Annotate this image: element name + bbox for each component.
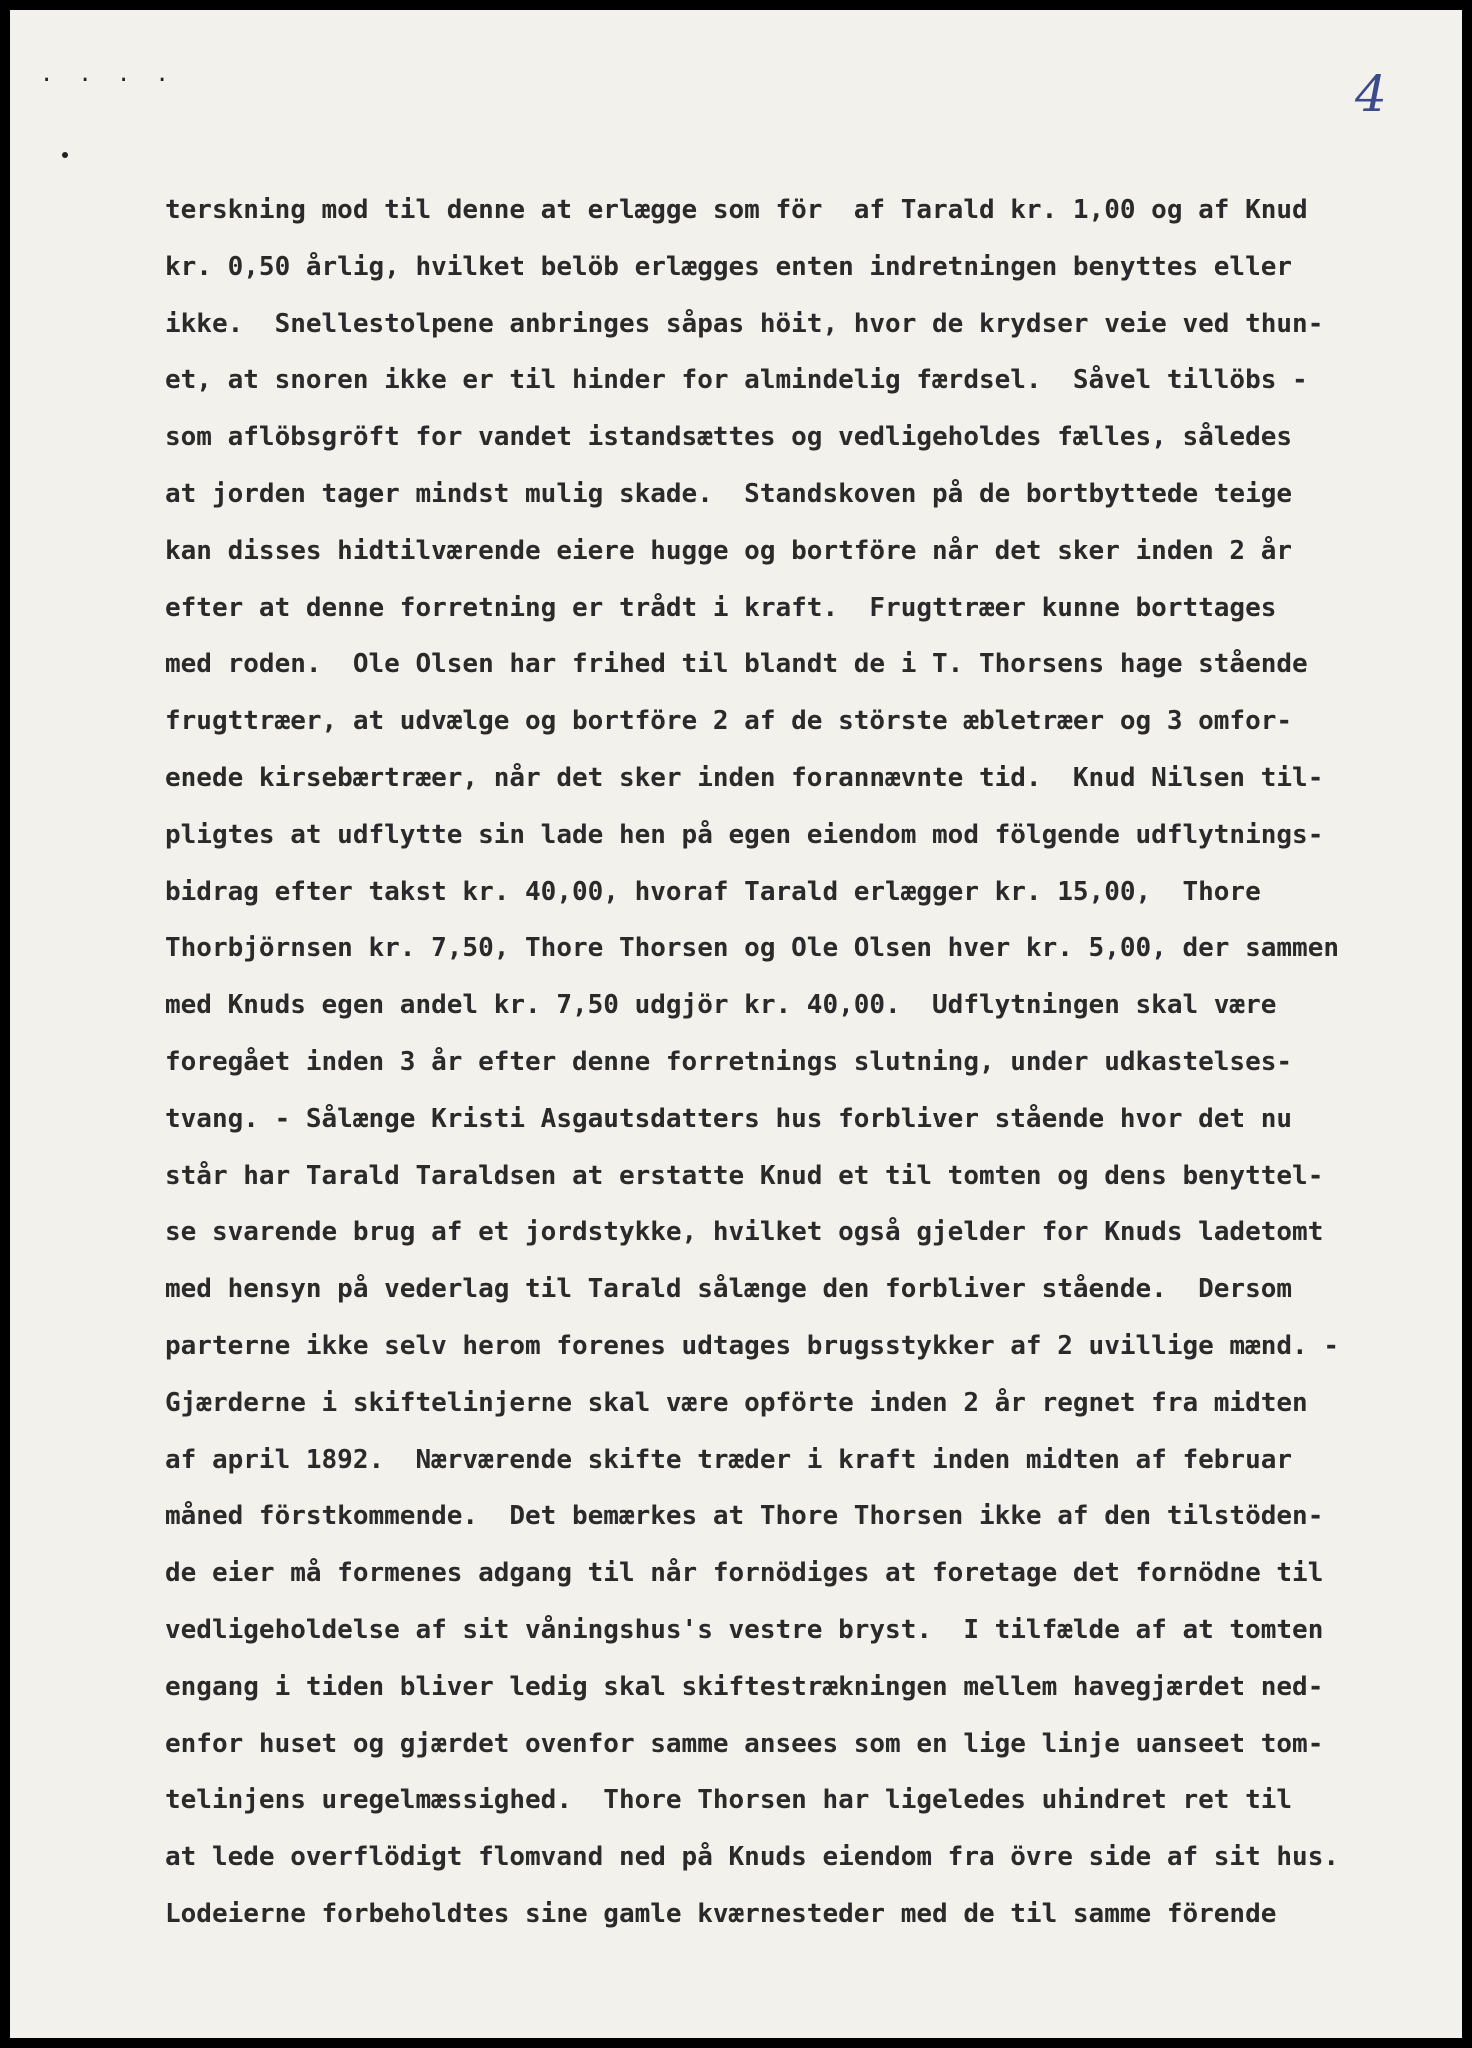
text-line-30: at lede overflödigt flomvand ned på Knuds eiendom fra övre side af sit hus. xyxy=(165,1842,1339,1873)
text-line-29: telinjens uregelmæssighed. Thore Thorsen har ligeledes uhindret ret til xyxy=(165,1785,1293,1816)
text-line-23: af april 1892. Nærværende skifte træder i kraft inden midten af februar xyxy=(165,1444,1293,1475)
text-line-21: parterne ikke selv herom forenes udtages brugsstykker af 2 uvillige mænd. - xyxy=(165,1330,1339,1361)
text-line-19: se svarende brug af et jordstykke, hvilket også gjelder for Knuds ladetomt xyxy=(165,1217,1324,1248)
text-line-24: måned förstkommende. Det bemærkes at Thore Thorsen ikke af den tilstöden- xyxy=(165,1501,1324,1532)
text-line-18: står har Tarald Taraldsen at erstatte Knud et til tomten og dens benyttel- xyxy=(165,1160,1324,1191)
document-page xyxy=(10,10,1462,2038)
text-line-5: som aflöbsgröft for vandet istandsættes og vedligeholdes fælles, således xyxy=(165,422,1293,453)
text-line-28: enfor huset og gjærdet ovenfor samme ansees som en lige linje uanseet tom- xyxy=(165,1728,1324,1759)
margin-dot xyxy=(62,152,68,158)
text-line-15: med Knuds egen andel kr. 7,50 udgjör kr. 40,00. Udflytningen skal være xyxy=(165,990,1277,1021)
text-line-31: Lodeierne forbeholdtes sine gamle kværnesteder med de til samme förende xyxy=(165,1898,1277,1929)
typewritten-text xyxy=(165,182,1450,1943)
text-line-25: de eier må formenes adgang til når fornödiges at foretage det fornödne til xyxy=(165,1558,1324,1589)
text-line-22: Gjærderne i skiftelinjerne skal være opförte inden 2 år regnet fra midten xyxy=(165,1387,1308,1418)
text-line-7: kan disses hidtilværende eiere hugge og bortföre når det sker inden 2 år xyxy=(165,535,1293,566)
text-line-4: et, at snoren ikke er til hinder for almindelig færdsel. Såvel tillöbs - xyxy=(165,365,1308,396)
corner-marks: . . . . xyxy=(40,62,175,87)
text-line-8: efter at denne forretning er trådt i kraft. Frugttræer kunne borttages xyxy=(165,592,1277,623)
text-line-16: foregået inden 3 år efter denne forretnings slutning, under udkastelses- xyxy=(165,1046,1293,1077)
text-line-2: kr. 0,50 årlig, hvilket belöb erlægges enten indretningen benyttes eller xyxy=(165,251,1293,282)
text-line-20: med hensyn på vederlag til Tarald sålænge den forbliver stående. Dersom xyxy=(165,1274,1293,1305)
text-line-11: enede kirsebærtræer, når det sker inden forannævnte tid. Knud Nilsen til- xyxy=(165,762,1324,793)
text-line-17: tvang. - Sålænge Kristi Asgautsdatters hus forbliver stående hvor det nu xyxy=(165,1103,1293,1134)
text-line-6: at jorden tager mindst mulig skade. Standskoven på de bortbyttede teige xyxy=(165,478,1293,509)
text-line-14: Thorbjörnsen kr. 7,50, Thore Thorsen og Ole Olsen hver kr. 5,00, der sammen xyxy=(165,933,1339,964)
text-line-3: ikke. Snellestolpene anbringes såpas höit, hvor de krydser veie ved thun- xyxy=(165,308,1324,339)
text-line-13: bidrag efter takst kr. 40,00, hvoraf Tarald erlægger kr. 15,00, Thore xyxy=(165,876,1261,907)
text-line-12: pligtes at udflytte sin lade hen på egen eiendom mod fölgende udflytnings- xyxy=(165,819,1324,850)
text-line-27: engang i tiden bliver ledig skal skiftestrækningen mellem havegjærdet ned- xyxy=(165,1671,1324,1702)
text-line-26: vedligeholdelse af sit våningshus's vestre bryst. I tilfælde af at tomten xyxy=(165,1614,1324,1645)
page-number: 4 xyxy=(1355,65,1387,123)
text-line-1: terskning mod til denne at erlægge som för af Tarald kr. 1,00 og af Knud xyxy=(165,195,1308,225)
text-line-10: frugttræer, at udvælge og bortföre 2 af de störste æbletræer og 3 omfor- xyxy=(165,706,1293,737)
text-line-9: med roden. Ole Olsen har frihed til blandt de i T. Thorsens hage stående xyxy=(165,649,1308,680)
